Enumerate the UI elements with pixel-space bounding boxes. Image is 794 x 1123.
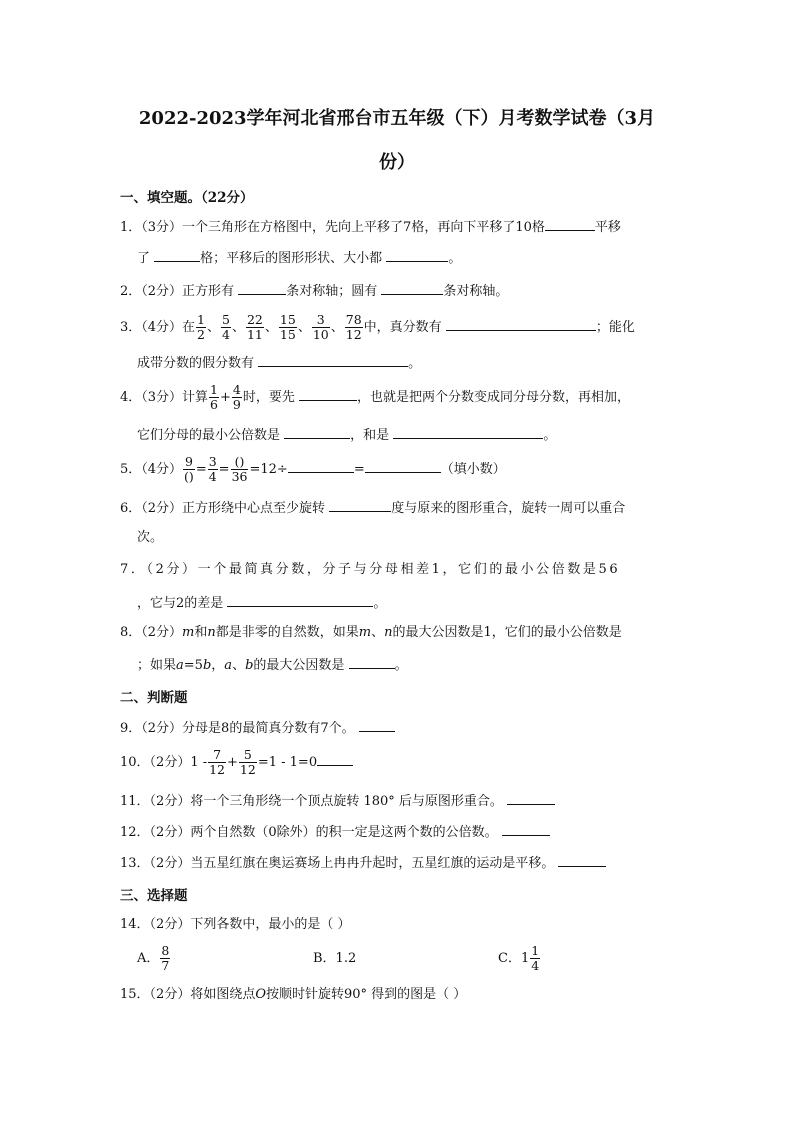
answer-blank[interactable] (227, 592, 373, 607)
answer-blank[interactable] (502, 821, 550, 836)
question-8-line1: 8．（2分）m和n都是非零的自然数，如果m、n的最大公因数是1，它们的最小公倍数是 (120, 625, 622, 640)
fraction: $\frac{()}{36}$ (231, 453, 248, 484)
question-6-line2: 次。 (137, 530, 164, 545)
question-2: 2．（2分）正方形有 条对称轴；圆有 条对称轴。 (120, 280, 508, 302)
question-13: 13．（2分）当五星红旗在奥运赛场上冉冉升起时，五星红旗的运动是平移。 (120, 852, 606, 874)
fraction: $\frac{1}{6}$ (210, 381, 218, 412)
answer-blank[interactable] (545, 216, 595, 231)
question-10: 10．（2分）1 - $\frac{7}{12}$ + $\frac{5}{12}$ =1 - 1=0 (120, 745, 353, 781)
fraction: $\frac{22}{11}$ (246, 311, 263, 342)
question-8-line2: ；如果a=5b，a、b的最大公因数是 。 (137, 654, 408, 676)
question-7-line2: ，它与2的差是 。 (137, 592, 386, 614)
question-3-line2: 成带分数的假分数有 。 (137, 352, 421, 374)
answer-blank[interactable] (154, 247, 200, 262)
fraction-blank[interactable]: () (184, 469, 194, 484)
choice-b[interactable]: B．1.2 (313, 951, 357, 966)
question-4-line2: 它们分母的最小公倍数是 ，和是 。 (137, 424, 556, 446)
fraction: $\frac{5}{4}$ (222, 311, 230, 342)
fraction: $\frac{7}{12}$ (209, 746, 226, 777)
fraction: $\frac{5}{12}$ (239, 746, 256, 777)
choice-a[interactable]: A． $\frac{8}{7}$ (137, 942, 170, 973)
choice-c[interactable]: C．1 $\frac{1}{4}$ (498, 942, 540, 973)
section-fill-in: 一、填空题。（22分） (120, 190, 254, 206)
fraction: $\frac{78}{12}$ (345, 311, 362, 342)
question-12: 12．（2分）两个自然数（0除外）的积一定是这两个数的公倍数。 (120, 821, 550, 843)
answer-blank[interactable] (365, 458, 441, 473)
answer-blank[interactable] (288, 458, 354, 473)
question-4-line1: 4．（3分）计算 $\frac{1}{6}$ + $\frac{4}{9}$ 时，要先 ，也就是把两个分数变成同分母分数，再相加， (120, 381, 631, 412)
answer-blank[interactable] (558, 852, 606, 867)
fraction-blank[interactable]: () (231, 456, 249, 471)
exam-title-line1: 2022-2023学年河北省邢台市五年级（下）月考数学试卷（3月 (138, 108, 656, 129)
answer-blank[interactable] (299, 386, 357, 401)
question-5: 5．（4分） $\frac{9}{()}$ = $\frac{3}{4}$ = $\frac{()}{36}$ =12÷ = （填小数） (120, 453, 506, 484)
fraction: $\frac{8}{7}$ (161, 942, 170, 973)
question-11: 11．（2分）将一个三角形绕一个顶点旋转 180° 后与原图形重合。 (120, 790, 555, 812)
fraction: $\frac{9}{()}$ (184, 453, 194, 484)
question-9: 9．（2分）分母是8的最简真分数有7个。 (120, 717, 395, 739)
question-1-line1: 1．（3分）一个三角形在方格图中，先向上平移了7格，再向下平移了10格 平移 (120, 216, 621, 238)
section-multiple-choice: 三、选择题 (120, 888, 188, 904)
answer-blank[interactable] (329, 497, 391, 512)
fraction: $\frac{1}{4}$ (531, 942, 540, 973)
exam-title-line2: 份） (379, 152, 415, 173)
fraction: $\frac{3}{10}$ (312, 311, 329, 342)
answer-blank[interactable] (507, 790, 555, 805)
answer-blank[interactable] (317, 751, 353, 766)
answer-blank[interactable] (359, 717, 395, 732)
answer-blank[interactable] (349, 654, 395, 669)
fraction: $\frac{3}{4}$ (208, 453, 217, 484)
section-true-false: 二、判断题 (120, 690, 188, 706)
question-3-line1: 3．（4分）在 $\frac{1}{2}$ 、 $\frac{5}{4}$ 、 $\frac{22}{11}$ 、 $\frac{15}{15}$ 、 $\frac{3}{10}$ 、 $\frac{78}{12}$ 中，真分数有 ；能化 (120, 311, 635, 342)
question-6-line1: 6．（2分）正方形绕中心点至少旋转 度与原来的图形重合，旋转一周可以重合 (120, 497, 625, 519)
answer-blank[interactable] (258, 352, 408, 367)
question-7-line1: 7．（2分）一个最简真分数，分子与分母相差1，它们的最小公倍数是56 (120, 562, 621, 577)
fraction: $\frac{1}{2}$ (197, 311, 205, 342)
answer-blank[interactable] (393, 424, 543, 439)
fraction: $\frac{15}{15}$ (279, 311, 296, 342)
fraction: $\frac{4}{9}$ (232, 381, 241, 412)
question-1-line2: 了 格；平移后的图形形状、大小都 。 (137, 247, 461, 269)
answer-blank[interactable] (238, 280, 286, 295)
answer-blank[interactable] (381, 280, 443, 295)
question-14: 14．（2分）下列各数中，最小的是（ ） (120, 917, 351, 932)
answer-blank[interactable] (446, 316, 596, 331)
answer-blank[interactable] (386, 247, 448, 262)
question-15: 15．（2分）将如图绕点O按顺时针旋转90° 得到的图是（ ） (120, 987, 467, 1002)
answer-blank[interactable] (284, 424, 350, 439)
